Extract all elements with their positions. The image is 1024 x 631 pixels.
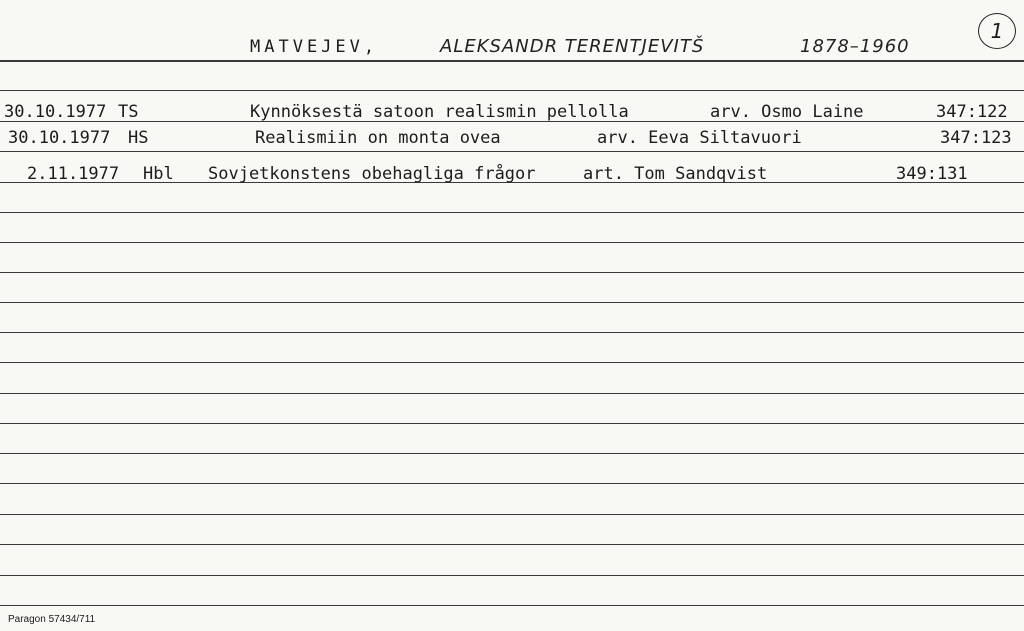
ruled-line [0, 423, 1024, 424]
entry-author: arv. Osmo Laine [710, 102, 864, 122]
heading-handwritten-years: 1878–1960 [800, 36, 910, 57]
heading-handwritten-names: ALEKSANDR TERENTJEVITŠ [440, 36, 705, 57]
heading-surname: MATVEJEV, [250, 37, 379, 57]
ruled-line [0, 242, 1024, 243]
entry-ref: 349:131 [896, 164, 968, 184]
ruled-line [0, 151, 1024, 152]
entry-paper: TS [118, 102, 139, 122]
entry-title: Realismiin on monta ovea [255, 128, 501, 148]
ruled-line [0, 393, 1024, 394]
ruled-line [0, 483, 1024, 484]
entry-date: 30.10.1977 [8, 128, 111, 148]
entry-paper: Hbl [143, 164, 174, 184]
ruled-line [0, 272, 1024, 273]
ruled-line [0, 453, 1024, 454]
ruled-line [0, 212, 1024, 213]
entry-author: art. Tom Sandqvist [583, 164, 768, 184]
card-footer: Paragon 57434/711 [8, 614, 96, 625]
entry-author: arv. Eeva Siltavuori [597, 128, 802, 148]
entry-ref: 347:122 [936, 102, 1008, 122]
ruled-line [0, 362, 1024, 363]
entry-title: Kynnöksestä satoon realismin pellolla [250, 102, 629, 122]
entry-title: Sovjetkonstens obehagliga frågor [208, 164, 536, 184]
ruled-line [0, 605, 1024, 606]
ruled-line [0, 575, 1024, 576]
heading-rule [0, 60, 1024, 62]
card-number-circle: 1 [978, 13, 1016, 49]
ruled-line [0, 514, 1024, 515]
entry-date: 30.10.1977 [4, 102, 107, 122]
ruled-line [0, 544, 1024, 545]
ruled-line [0, 302, 1024, 303]
entry-ref: 347:123 [940, 128, 1012, 148]
ruled-line [0, 90, 1024, 91]
entry-date: 2.11.1977 [27, 164, 120, 184]
entry-paper: HS [128, 128, 149, 148]
ruled-line [0, 332, 1024, 333]
